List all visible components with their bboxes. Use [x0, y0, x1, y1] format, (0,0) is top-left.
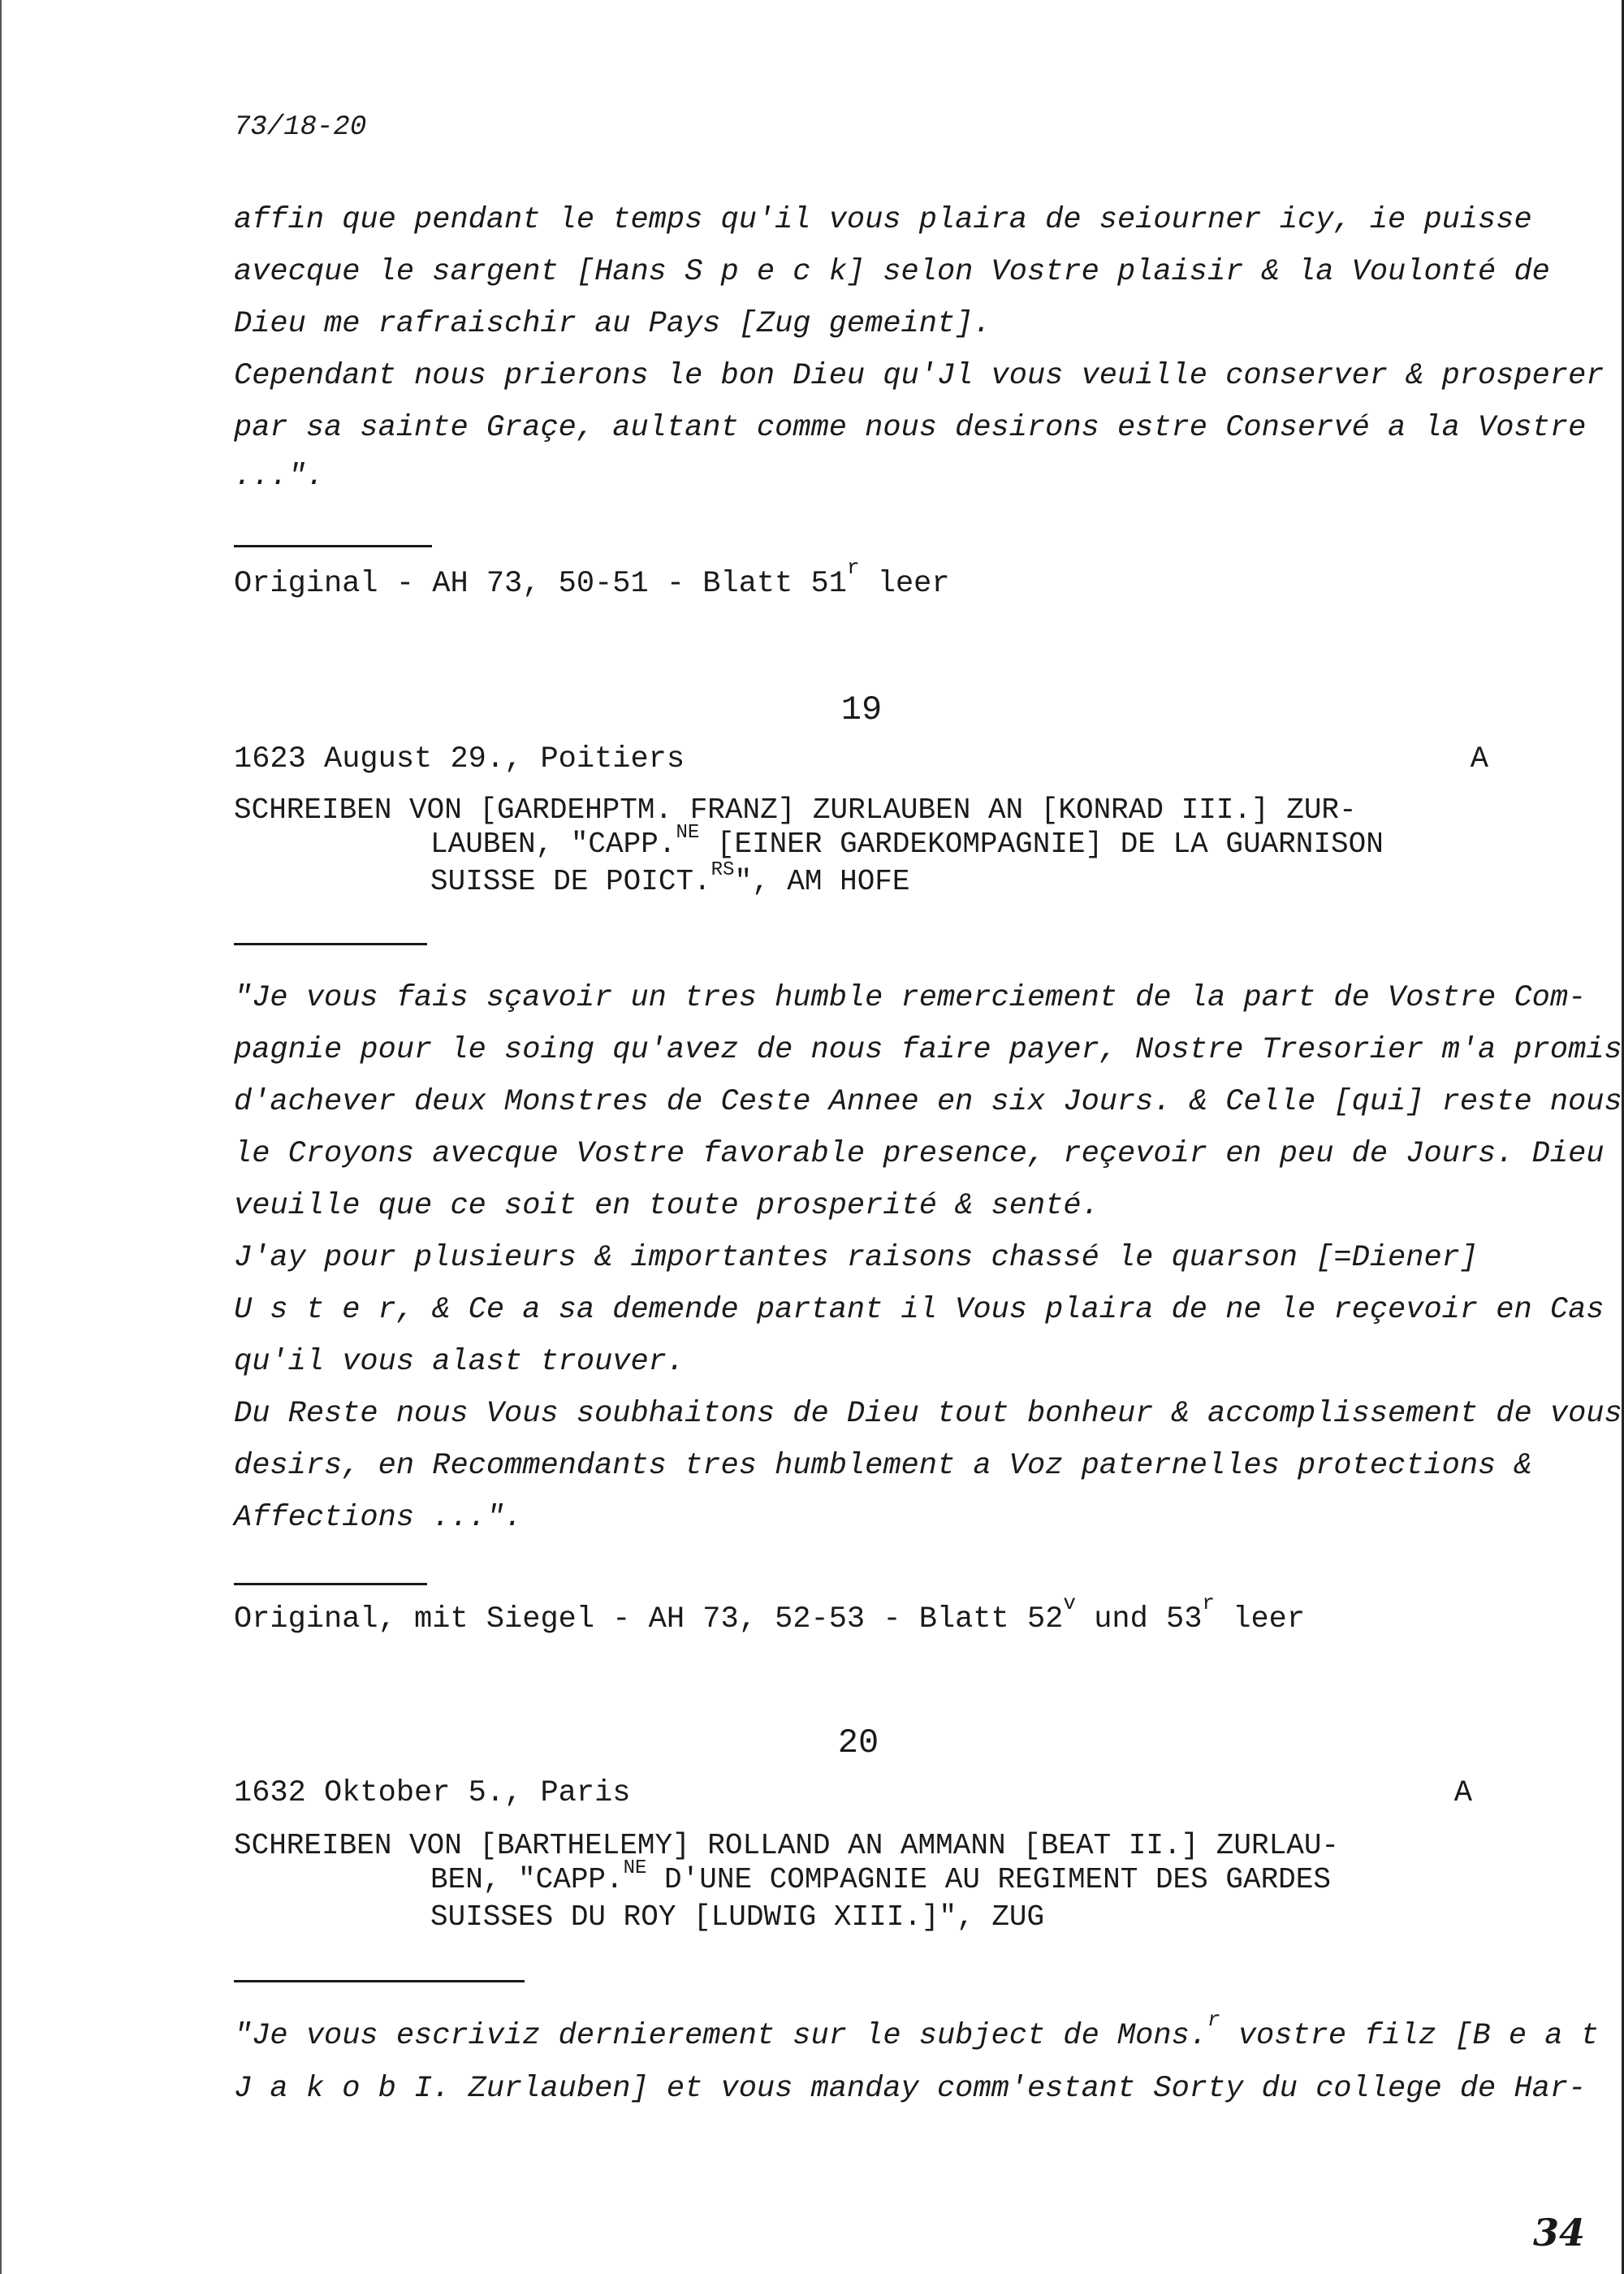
text-line: pagnie pour le soing qu'avez de nous faire payer, Nostre Tresorier m'a promis	[234, 1033, 1622, 1067]
date-place: 1632 Oktober 5., Paris	[234, 1776, 631, 1810]
classification: A	[1453, 1776, 1472, 1810]
text-line: Dieu me rafraischir au Pays [Zug gemeint].	[234, 307, 991, 341]
text-line: affin que pendant le temps qu'il vous plaira de seiourner icy, ie puisse	[234, 203, 1532, 237]
text-line: Du Reste nous Vous soubhaitons de Dieu tout bonheur & accomplissement de vous	[234, 1397, 1622, 1431]
document-title: SCHREIBEN VON [BARTHELEMY] ROLLAND AN AMMANN [BEAT II.] ZURLAU- BEN, "CAPP.$^{NE}$ D'UNE COMPAGNIE AU REGIMENT DES GARDES SUISSES DU ROY [LUDWIG XIII.]", ZUG	[234, 1829, 1340, 1934]
text-line: par sa sainte Graçe, aultant comme nous desirons estre Conservé a la Vostre	[234, 411, 1587, 445]
text-line: desirs, en Recommendants tres humblement a Voz paternelles protections &	[234, 1449, 1532, 1483]
source-note: Original, mit Siegel - AH 73, 52-53 - Blatt 52$^v$ und 53$^r$ leer	[234, 1591, 1306, 1636]
reference-number: 73/18-20	[234, 112, 367, 143]
text-line: "Je vous fais sçavoir un tres humble remerciement de la part de Vostre Com-	[234, 981, 1587, 1015]
date-place: 1623 August 29., Poitiers	[234, 742, 685, 776]
text-line: le Croyons avecque Vostre favorable presence, reçevoir en peu de Jours. Dieu	[234, 1137, 1605, 1171]
text-line: Cependant nous prierons le bon Dieu qu'Jl vous veuille conserver & prosperer	[234, 359, 1605, 393]
footnote-rule	[234, 1583, 427, 1585]
page-edge-left	[0, 0, 2, 2274]
text-line: veuille que ce soit en toute prosperité & senté.	[234, 1189, 1099, 1223]
divider-rule	[234, 1980, 525, 1982]
document-header	[234, 742, 1488, 776]
text-line: J a k o b I. Zurlauben] et vous manday comm'estant Sorty du college de Har-	[234, 2072, 1587, 2106]
page-number: 34	[1533, 2211, 1586, 2255]
document-number: 20	[837, 1723, 879, 1762]
text-line: avecque le sargent [Hans S p e c k] selon Vostre plaisir & la Voulonté de	[234, 255, 1550, 289]
text-line: ...".	[234, 460, 325, 494]
text-line: Affections ...".	[234, 1501, 523, 1535]
classification: A	[1470, 742, 1488, 776]
document-header	[234, 1776, 1472, 1810]
text-line: U s t e r, & Ce a sa demende partant il Vous plaira de ne le reçevoir en Cas	[234, 1293, 1605, 1327]
text-line: qu'il vous alast trouver.	[234, 1345, 685, 1379]
divider-rule	[234, 943, 427, 945]
text-line: J'ay pour plusieurs & importantes raisons chassé le quarson [=Diener]	[234, 1241, 1479, 1275]
source-note: Original - AH 73, 50-51 - Blatt 51$^r$ leer	[234, 556, 950, 601]
document-title: SCHREIBEN VON [GARDEHPTM. FRANZ] ZURLAUBEN AN [KONRAD III.] ZUR- LAUBEN, "CAPP.$^{NE}$ [EINER GARDEKOMPAGNIE] DE LA GUARNISON SUISSE DE POICT.$^{RS}$", AM HOFE	[234, 793, 1384, 898]
text-line: "Je vous escriviz dernierement sur le subject de Mons.$^r$ vostre filz [B e a t	[234, 2008, 1599, 2053]
document-number: 19	[840, 690, 883, 729]
text-line: d'achever deux Monstres de Ceste Annee en six Jours. & Celle [qui] reste nous	[234, 1085, 1622, 1119]
footnote-rule	[234, 545, 432, 547]
